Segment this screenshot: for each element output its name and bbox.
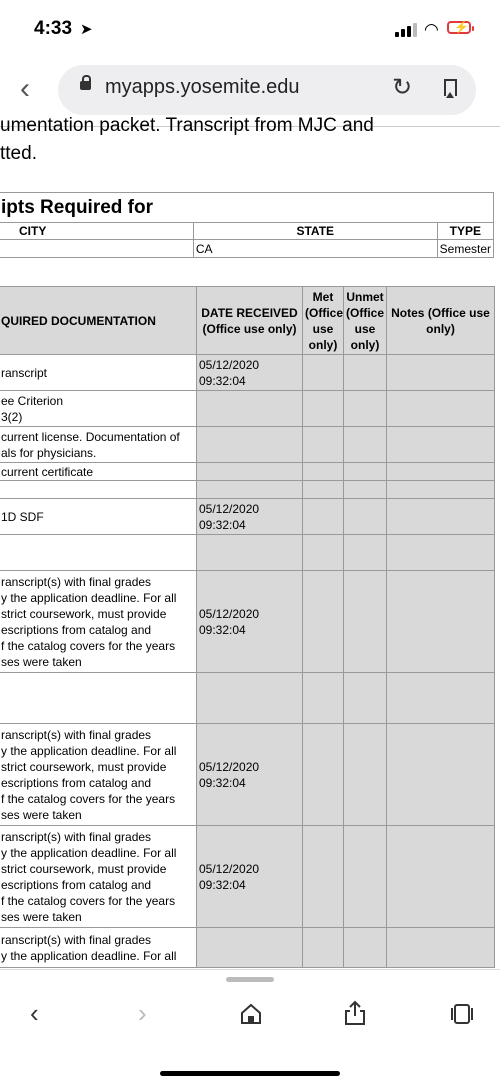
- notes-cell: [387, 355, 495, 391]
- cellular-signal-icon: [395, 23, 417, 37]
- location-table: [0, 192, 494, 258]
- table-row: [0, 535, 495, 571]
- home-icon[interactable]: [240, 1003, 262, 1025]
- unmet-cell: [344, 535, 387, 571]
- location-arrow-icon: ➤: [80, 21, 93, 38]
- header-date-received: DATE RECEIVED (Office use only): [197, 287, 303, 355]
- notes-cell: [387, 427, 495, 463]
- met-cell: [303, 427, 344, 463]
- date-received-cell: [197, 427, 303, 463]
- date-received-cell: [197, 463, 303, 481]
- header-type: TYPE: [437, 223, 493, 240]
- intro-text-line-1: umentation packet. Transcript from MJC and: [0, 115, 374, 136]
- table-row: [0, 463, 495, 481]
- unmet-cell: [344, 481, 387, 499]
- chevron-left-icon[interactable]: ‹: [30, 998, 39, 1028]
- documentation-cell: ranscript(s) with final grades y the application deadline. For all: [0, 928, 197, 968]
- home-indicator: [160, 1071, 340, 1076]
- documentation-cell: ee Criterion 3(2): [0, 391, 197, 427]
- header-city: CITY: [0, 223, 193, 240]
- date-received-cell: 05/12/2020 09:32:04: [197, 826, 303, 928]
- date-received-cell: [197, 673, 303, 724]
- battery-charging-icon: ⚡: [447, 21, 471, 34]
- met-cell: [303, 928, 344, 968]
- notes-cell: [387, 724, 495, 826]
- date-received-cell: [197, 928, 303, 968]
- documentation-cell: current license. Documentation of als for physicians.: [0, 427, 197, 463]
- unmet-cell: [344, 499, 387, 535]
- notes-cell: [387, 391, 495, 427]
- met-cell: [303, 673, 344, 724]
- table-row: [0, 355, 495, 391]
- lock-icon: [80, 81, 91, 90]
- table-row: [0, 724, 495, 826]
- intro-text-line-2: tted.: [0, 143, 37, 164]
- bookmark-icon[interactable]: [444, 79, 457, 96]
- notes-cell: [387, 535, 495, 571]
- wifi-icon: ◠: [424, 20, 439, 39]
- unmet-cell: [344, 571, 387, 673]
- header-notes: Notes (Office use only): [387, 287, 495, 355]
- documentation-cell: ranscript(s) with final grades y the application deadline. For all strict coursework, must provide escriptions from catalog and f the catalog covers for the years ses were taken: [0, 724, 197, 826]
- date-received-cell: 05/12/2020 09:32:04: [197, 355, 303, 391]
- state-value: CA: [193, 240, 437, 258]
- met-cell: [303, 481, 344, 499]
- table-row: [0, 427, 495, 463]
- met-cell: [303, 391, 344, 427]
- met-cell: [303, 571, 344, 673]
- unmet-cell: [344, 673, 387, 724]
- date-received-cell: 05/12/2020 09:32:04: [197, 499, 303, 535]
- documentation-cell: ranscript: [0, 355, 197, 391]
- notes-cell: [387, 826, 495, 928]
- date-received-cell: [197, 391, 303, 427]
- unmet-cell: [344, 427, 387, 463]
- notes-cell: [387, 481, 495, 499]
- header-documentation: QUIRED DOCUMENTATION: [0, 287, 197, 355]
- tabs-icon[interactable]: [450, 1003, 474, 1025]
- chevron-right-icon[interactable]: ›: [138, 998, 147, 1028]
- browser-toolbar: [0, 970, 500, 1083]
- date-received-cell: [197, 481, 303, 499]
- unmet-cell: [344, 826, 387, 928]
- documentation-cell: ranscript(s) with final grades y the application deadline. For all strict coursework, must provide escriptions from catalog and f the catalog covers for the years ses were taken: [0, 571, 197, 673]
- met-cell: [303, 724, 344, 826]
- documentation-cell: 1D SDF: [0, 499, 197, 535]
- reload-icon[interactable]: ↻: [392, 74, 413, 101]
- notes-cell: [387, 463, 495, 481]
- table-row: [0, 673, 495, 724]
- table-row: [0, 481, 495, 499]
- met-cell: [303, 535, 344, 571]
- type-value: Semester: [437, 240, 493, 258]
- status-bar: [0, 0, 500, 58]
- unmet-cell: [344, 928, 387, 968]
- documentation-cell: [0, 481, 197, 499]
- notes-cell: [387, 499, 495, 535]
- date-received-cell: 05/12/2020 09:32:04: [197, 571, 303, 673]
- documentation-cell: ranscript(s) with final grades y the application deadline. For all strict coursework, must provide escriptions from catalog and f the catalog covers for the years ses were taken: [0, 826, 197, 928]
- status-time: 4:33: [34, 18, 73, 39]
- date-received-cell: 05/12/2020 09:32:04: [197, 724, 303, 826]
- unmet-cell: [344, 355, 387, 391]
- met-cell: [303, 499, 344, 535]
- unmet-cell: [344, 391, 387, 427]
- notes-cell: [387, 928, 495, 968]
- documentation-cell: [0, 535, 197, 571]
- table-row: [0, 499, 495, 535]
- documentation-cell: current certificate: [0, 463, 197, 481]
- table-row: [0, 391, 495, 427]
- header-state: STATE: [193, 223, 437, 240]
- city-value: [0, 240, 193, 258]
- header-met: Met (Office use only): [303, 287, 344, 355]
- unmet-cell: [344, 463, 387, 481]
- documentation-cell: [0, 673, 197, 724]
- table-row: [0, 928, 495, 968]
- unmet-cell: [344, 724, 387, 826]
- notes-cell: [387, 673, 495, 724]
- url-back-chevron-icon[interactable]: ‹: [20, 72, 30, 105]
- table-row: [0, 826, 495, 928]
- section-title: ipts Required for: [0, 193, 494, 223]
- share-icon[interactable]: [344, 1000, 366, 1026]
- date-received-cell: [197, 535, 303, 571]
- address-url[interactable]: myapps.yosemite.edu: [105, 76, 300, 98]
- header-unmet: Unmet (Office use only): [344, 287, 387, 355]
- met-cell: [303, 355, 344, 391]
- page-content: [0, 115, 500, 970]
- toolbar-handle[interactable]: [226, 977, 274, 982]
- met-cell: [303, 463, 344, 481]
- documentation-table: [0, 286, 495, 968]
- met-cell: [303, 826, 344, 928]
- table-row: [0, 571, 495, 673]
- notes-cell: [387, 571, 495, 673]
